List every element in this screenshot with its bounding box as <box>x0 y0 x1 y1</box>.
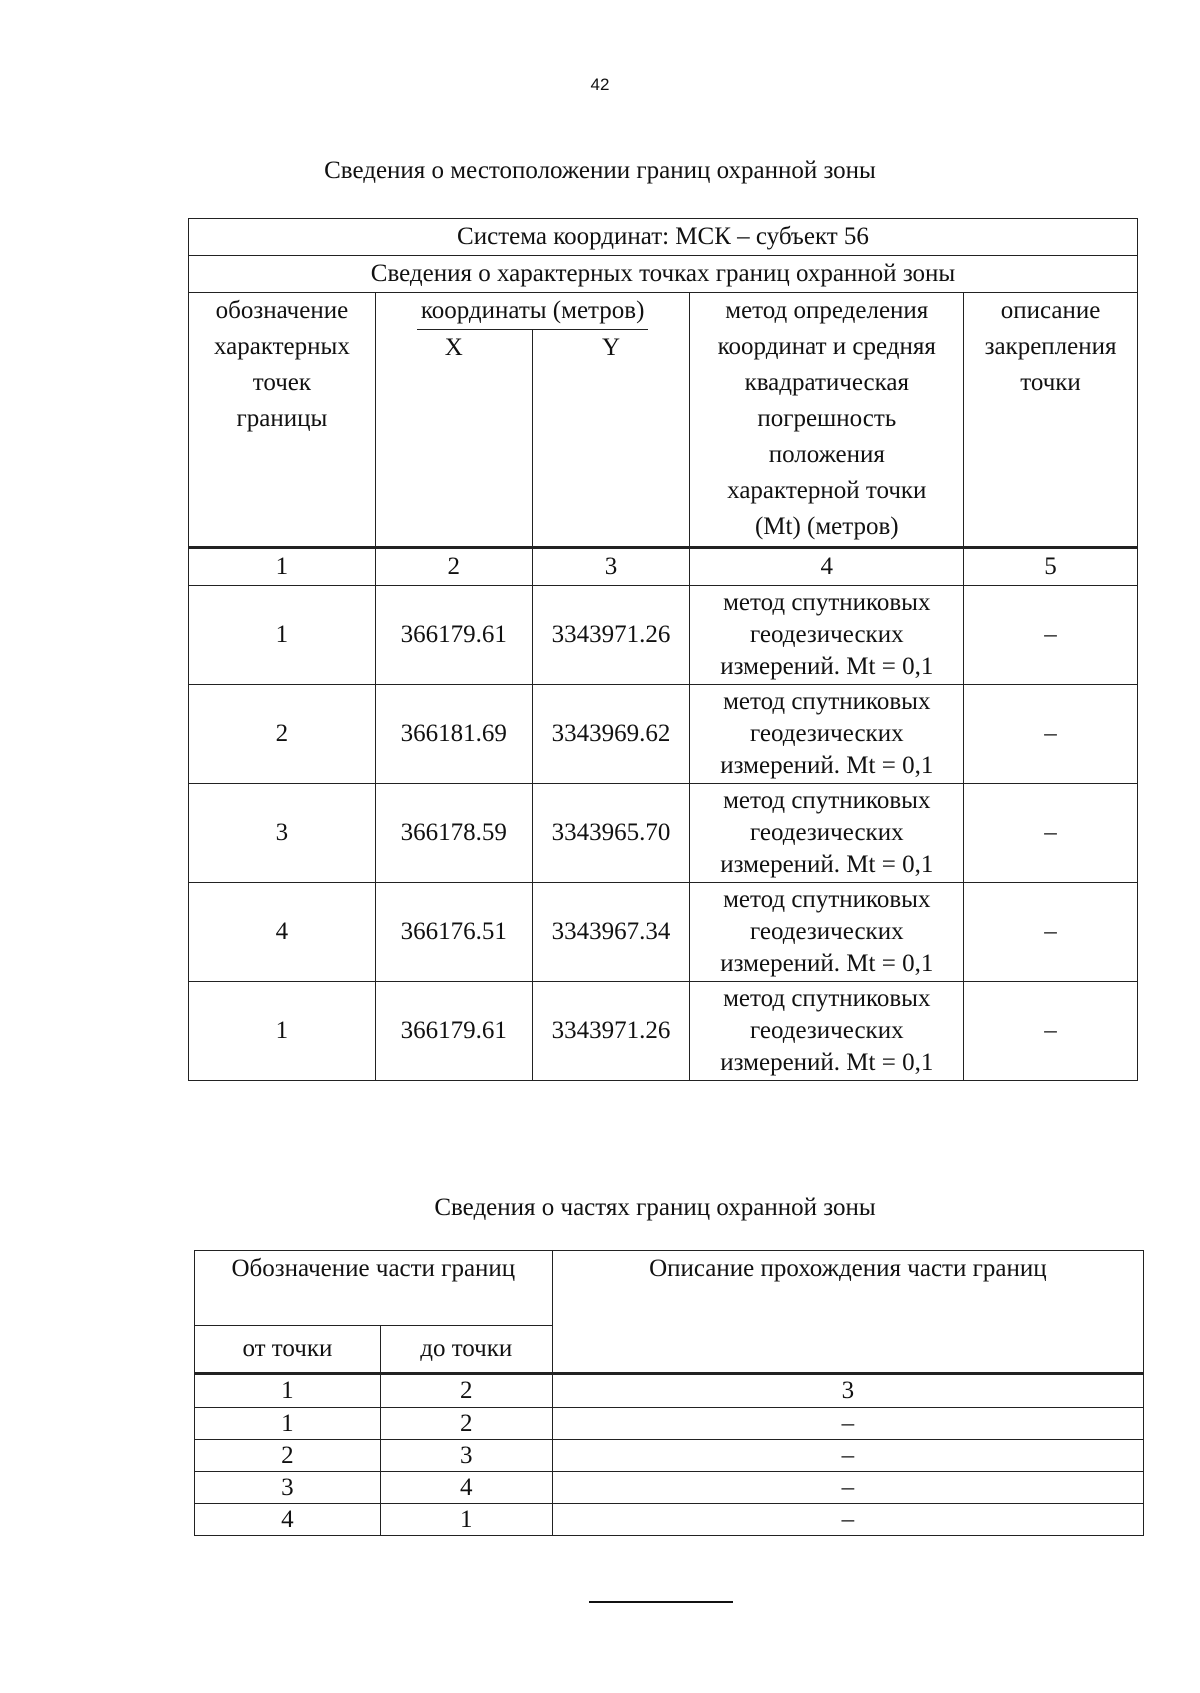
fixation-description: – <box>964 784 1138 883</box>
method-line: измерений. Mt = 0,1 <box>720 1049 934 1076</box>
header-line: точки <box>1020 369 1081 396</box>
point-id: 3 <box>189 784 376 883</box>
header-line: положения <box>768 441 885 468</box>
column-number-row <box>189 548 1138 586</box>
column-number: 1 <box>195 1374 381 1408</box>
header-line: погрешность <box>757 405 897 432</box>
method-cell <box>690 586 964 685</box>
footer-divider <box>589 1601 733 1603</box>
fixation-description: – <box>964 883 1138 982</box>
x-value: 366181.69 <box>375 685 532 784</box>
point-id: 1 <box>189 982 376 1081</box>
table-row <box>189 982 1138 1081</box>
method-line: метод спутниковых <box>723 688 931 715</box>
header-line: точек <box>252 369 312 396</box>
method-cell <box>690 685 964 784</box>
method-line: метод спутниковых <box>723 589 931 616</box>
header-line: (Mt) (метров) <box>754 513 899 540</box>
section-title-boundary-parts: Сведения о частях границ охранной зоны <box>434 1194 876 1221</box>
method-cell <box>690 883 964 982</box>
part-description: – <box>552 1440 1143 1472</box>
coordinate-system-cell: Система координат: МСК – субъект 56 <box>189 219 1138 256</box>
method-line: измерений. Mt = 0,1 <box>720 752 934 779</box>
coordinates-header-label: координаты (метров) <box>417 293 649 330</box>
method-cell <box>690 784 964 883</box>
header-line: закрепления <box>984 333 1117 360</box>
method-line: геодезических <box>749 720 904 747</box>
method-cell <box>690 982 964 1081</box>
parts-header-row <box>195 1251 1144 1326</box>
header-line: границы <box>236 405 328 432</box>
table-subtitle-row <box>189 256 1138 293</box>
y-value: 3343965.70 <box>532 784 690 883</box>
column-header-row <box>189 293 1138 331</box>
column-number: 3 <box>532 548 690 586</box>
header-line: характерной точки <box>727 477 927 504</box>
point-id: 2 <box>189 685 376 784</box>
column-number: 5 <box>964 548 1138 586</box>
table-row <box>189 883 1138 982</box>
x-value: 366179.61 <box>375 982 532 1081</box>
header-line: квадратическая <box>744 369 910 396</box>
method-line: измерений. Mt = 0,1 <box>720 950 934 977</box>
x-value: 366178.59 <box>375 784 532 883</box>
method-line: геодезических <box>749 621 904 648</box>
from-point: 2 <box>195 1440 381 1472</box>
method-line: геодезических <box>749 1017 904 1044</box>
table-row <box>189 685 1138 784</box>
fixation-description: – <box>964 982 1138 1081</box>
section-title-boundary-location: Сведения о местоположении границ охранной зоны <box>324 157 876 184</box>
table-row <box>195 1472 1144 1504</box>
to-point: 4 <box>380 1472 552 1504</box>
parts-column-number-row <box>195 1374 1144 1408</box>
fixation-description: – <box>964 586 1138 685</box>
part-description-header: Описание прохождения части границ <box>552 1251 1143 1374</box>
header-line: характерных <box>213 333 350 360</box>
point-id: 4 <box>189 883 376 982</box>
y-header: Y <box>532 330 690 548</box>
fixation-description-header <box>964 293 1138 548</box>
part-description: – <box>552 1408 1143 1440</box>
method-header <box>690 293 964 548</box>
table-row <box>189 784 1138 883</box>
from-point: 3 <box>195 1472 381 1504</box>
from-point: 1 <box>195 1408 381 1440</box>
column-number: 3 <box>552 1374 1143 1408</box>
y-value: 3343969.62 <box>532 685 690 784</box>
x-header: X <box>375 330 532 548</box>
column-number: 4 <box>690 548 964 586</box>
x-value: 366176.51 <box>375 883 532 982</box>
table-row <box>195 1504 1144 1536</box>
column-number: 2 <box>375 548 532 586</box>
header-line: описание <box>1000 297 1101 324</box>
x-value: 366179.61 <box>375 586 532 685</box>
to-point-header: до точки <box>380 1326 552 1374</box>
y-value: 3343971.26 <box>532 982 690 1081</box>
page-number: 42 <box>590 75 610 94</box>
header-line: координат и средняя <box>717 333 936 360</box>
column-number: 2 <box>380 1374 552 1408</box>
y-value: 3343967.34 <box>532 883 690 982</box>
method-line: измерений. Mt = 0,1 <box>720 851 934 878</box>
table-row <box>195 1408 1144 1440</box>
table-row <box>189 586 1138 685</box>
part-description: – <box>552 1472 1143 1504</box>
y-value: 3343971.26 <box>532 586 690 685</box>
to-point: 2 <box>380 1408 552 1440</box>
to-point: 1 <box>380 1504 552 1536</box>
method-line: геодезических <box>749 819 904 846</box>
part-designation-header: Обозначение части границ <box>195 1251 553 1326</box>
table-row <box>195 1440 1144 1472</box>
column-number: 1 <box>189 548 376 586</box>
fixation-description: – <box>964 685 1138 784</box>
from-point: 4 <box>195 1504 381 1536</box>
coordinate-system-row <box>189 219 1138 256</box>
part-description: – <box>552 1504 1143 1536</box>
method-line: метод спутниковых <box>723 886 931 913</box>
method-line: геодезических <box>749 918 904 945</box>
coordinates-header <box>375 293 690 331</box>
header-line: обозначение <box>215 297 349 324</box>
characteristic-points-table <box>188 218 1138 1081</box>
method-line: измерений. Mt = 0,1 <box>720 653 934 680</box>
method-line: метод спутниковых <box>723 787 931 814</box>
boundary-parts-table <box>194 1250 1144 1536</box>
table-subtitle-cell: Сведения о характерных точках границ охранной зоны <box>189 256 1138 293</box>
method-line: метод спутниковых <box>723 985 931 1012</box>
header-line: метод определения <box>725 297 929 324</box>
from-point-header: от точки <box>195 1326 381 1374</box>
to-point: 3 <box>380 1440 552 1472</box>
point-id: 1 <box>189 586 376 685</box>
point-designation-header <box>189 293 376 548</box>
